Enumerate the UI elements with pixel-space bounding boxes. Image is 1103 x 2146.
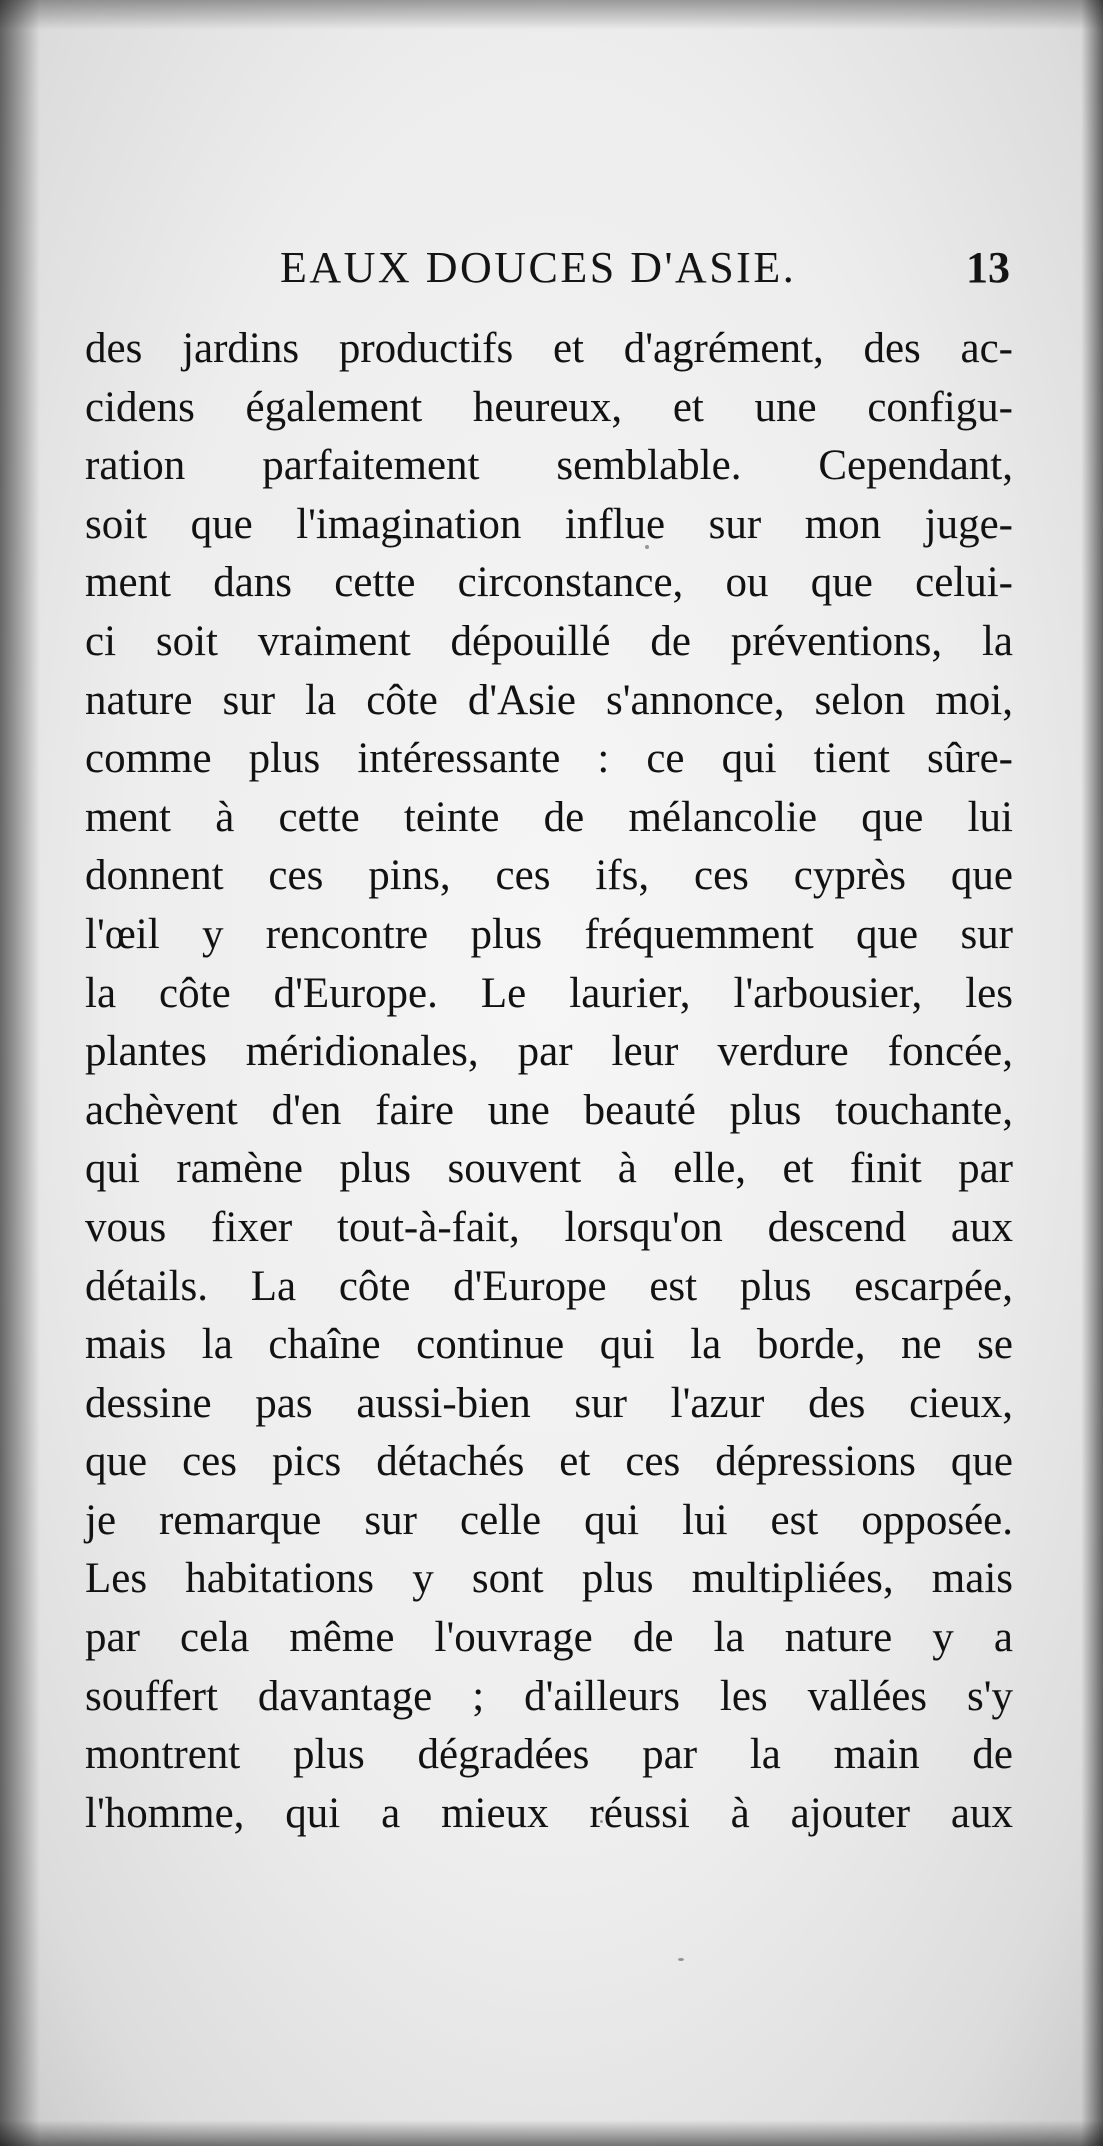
text-line: nature sur la côte d'Asie s'annonce, selon moi, <box>85 676 1013 724</box>
text-line: ment à cette teinte de mélancolie que lui <box>85 793 1013 841</box>
page-edge-shadow-bottom <box>0 2120 1103 2146</box>
text-line: plantes méridionales, par leur verdure foncée, <box>85 1028 1013 1076</box>
text-line: soit que l'imagination influe sur mon juge- <box>85 500 1013 548</box>
text-line: vous fixer tout-à-fait, lorsqu'on descend aux <box>85 1203 1013 1251</box>
text-line: qui ramène plus souvent à elle, et finit par <box>85 1145 1013 1193</box>
text-line: ci soit vraiment dépouillé de préventions, la <box>85 617 1013 665</box>
text-line: des jardins productifs et d'agrément, des ac- <box>85 325 1013 372</box>
text-line: que ces pics détachés et ces dépressions que <box>85 1438 1013 1486</box>
page-edge-shadow-top <box>0 0 1103 30</box>
text-line: dessine pas aussi-bien sur l'azur des cieux, <box>85 1379 1013 1427</box>
text-line: je remarque sur celle qui lui est opposée. <box>85 1496 1013 1544</box>
text-line: comme plus intéressante : ce qui tient sûre- <box>85 735 1013 783</box>
text-line: Les habitations y sont plus multipliées, mais <box>85 1555 1013 1603</box>
text-line: la côte d'Europe. Le laurier, l'arbousier, les <box>85 969 1013 1017</box>
running-title: EAUX DOUCES D'ASIE. <box>280 243 797 292</box>
text-line: ment dans cette circonstance, ou que celui- <box>85 559 1013 607</box>
ink-speck <box>678 1958 684 1961</box>
page-edge-shadow-left <box>0 0 40 2146</box>
text-line: par cela même l'ouvrage de la nature y a <box>85 1614 1013 1662</box>
text-line: donnent ces pins, ces ifs, ces cyprès que <box>85 852 1013 900</box>
page-number: 13 <box>966 243 1010 292</box>
page-edge-shadow-right <box>1081 0 1103 2146</box>
text-line: achèvent d'en faire une beauté plus touchante, <box>85 1086 1013 1134</box>
text-line: ration parfaitement semblable. Cependant, <box>85 442 1013 490</box>
running-head <box>90 238 1010 298</box>
text-line: souffert davantage ; d'ailleurs les vallées s'y <box>85 1672 1013 1720</box>
text-line: l'œil y rencontre plus fréquemment que sur <box>85 910 1013 958</box>
text-line: mais la chaîne continue qui la borde, ne se <box>85 1321 1013 1369</box>
text-line: détails. La côte d'Europe est plus escarpée, <box>85 1262 1013 1310</box>
text-line: cidens également heureux, et une configu- <box>85 383 1013 431</box>
text-line: l'homme, qui a mieux réussi à ajouter aux <box>85 1789 1013 1837</box>
text-line: montrent plus dégradées par la main de <box>85 1731 1013 1779</box>
body-text <box>85 320 1013 1843</box>
